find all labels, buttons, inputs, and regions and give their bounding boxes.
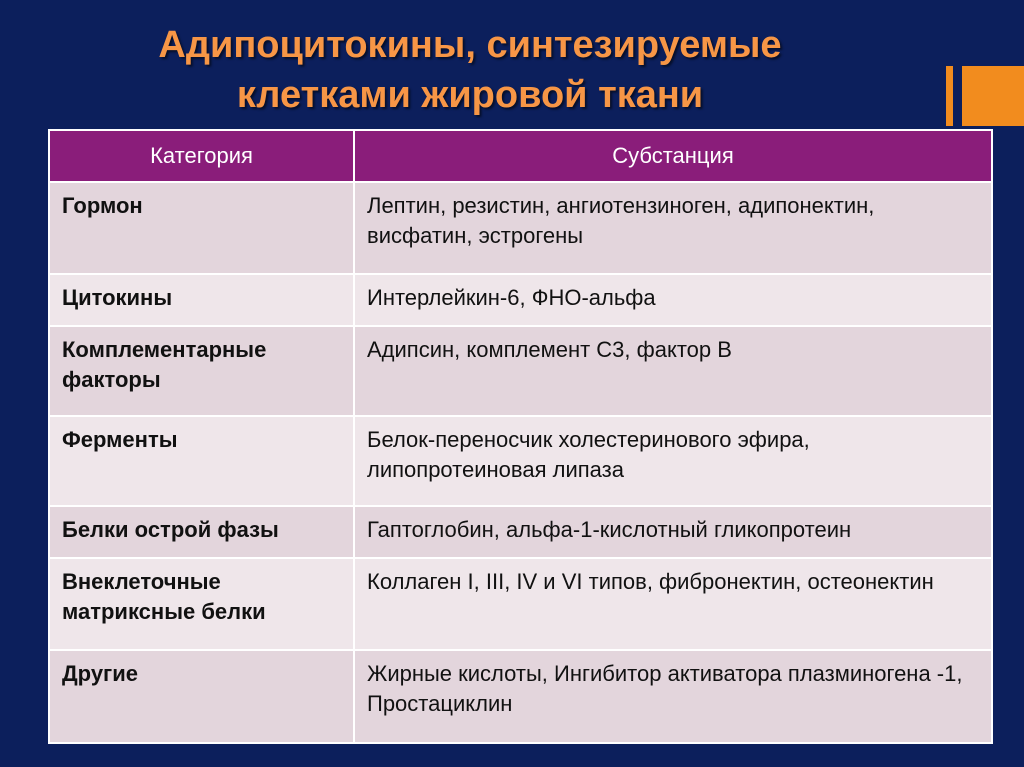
category-cell: Цитокины (49, 274, 354, 326)
decorative-bar-thin (946, 66, 953, 126)
category-cell: Белки острой фазы (49, 506, 354, 558)
category-cell: Комплементарные факторы (49, 326, 354, 416)
substance-cell: Лептин, резистин, ангиотензиноген, адипонектин, висфатин, эстрогены (354, 182, 992, 274)
category-cell: Гормон (49, 182, 354, 274)
substance-cell: Адипсин, комплемент С3, фактор В (354, 326, 992, 416)
slide-title-line-2: клетками жировой ткани (236, 74, 704, 116)
table-row (49, 326, 992, 416)
category-cell: Внеклеточные матриксные белки (49, 558, 354, 650)
substance-cell: Интерлейкин-6, ФНО-альфа (354, 274, 992, 326)
substance-cell: Белок-переносчик холестеринового эфира, липопротеиновая липаза (354, 416, 992, 506)
table-row (49, 416, 992, 506)
table-row (49, 558, 992, 650)
table-row (49, 182, 992, 274)
substance-cell: Гаптоглобин, альфа-1-кислотный гликопротеин (354, 506, 992, 558)
adipocytokine-table (48, 129, 993, 744)
table-row (49, 274, 992, 326)
column-header-category: Категория (49, 130, 354, 182)
table-row (49, 506, 992, 558)
slide-title-line-1: Адипоцитокины, синтезируемые (158, 24, 782, 66)
table-header-row (49, 130, 992, 182)
slide-title (60, 20, 880, 120)
category-cell: Другие (49, 650, 354, 743)
table-row (49, 650, 992, 743)
substance-cell: Жирные кислоты, Ингибитор активатора плазминогена -1, Простациклин (354, 650, 992, 743)
decorative-bar-thick (962, 66, 1024, 126)
column-header-substance: Субстанция (354, 130, 992, 182)
substance-cell: Коллаген I, III, IV и VI типов, фибронектин, остеонектин (354, 558, 992, 650)
category-cell: Ферменты (49, 416, 354, 506)
adipocytokine-table-container (48, 129, 991, 740)
